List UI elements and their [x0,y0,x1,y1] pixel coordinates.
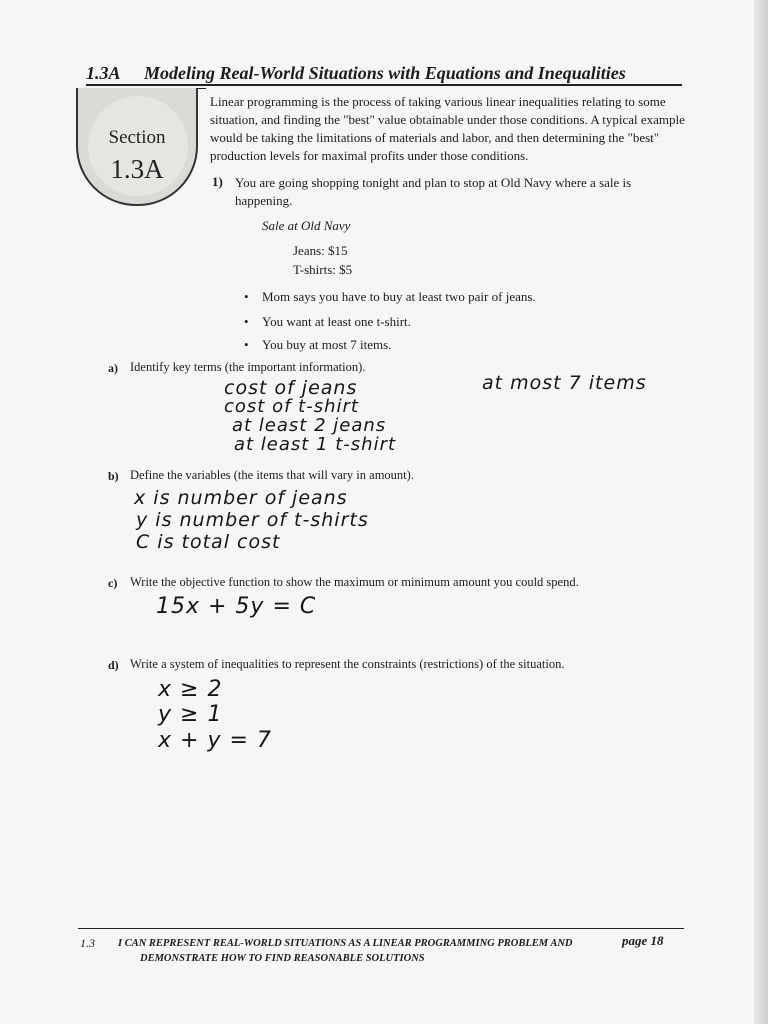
price-tshirts: T-shirts: $5 [293,262,353,277]
handwritten-c: 15x + 5y = C [156,594,317,619]
footer-number: 1.3 [80,936,95,950]
bullet-text-3: You buy at most 7 items. [262,337,392,352]
part-a-text: Identify key terms (the important information). [130,360,366,374]
handwritten-b-1: x is number of jeans [134,487,348,509]
page-number: page 18 [622,933,664,948]
part-a-letter: a) [108,361,118,375]
handwritten-a-3: at least 2 jeans [232,415,387,436]
header-title-text: Modeling Real-World Situations with Equations and Inequalities [144,63,626,83]
part-c-text: Write the objective function to show the maximum or minimum amount you could spend. [130,575,579,589]
bullet-marker: • [244,289,249,304]
part-d-text: Write a system of inequalities to represent the constraints (restrictions) of the situation. [130,657,565,671]
section-badge-number: 1.3A [110,154,164,184]
handwritten-a-4: at least 1 t-shirt [234,434,397,455]
part-d-letter: d) [108,658,119,672]
scan-edge-shadow [754,0,768,1024]
section-badge-label: Section [108,127,166,148]
footer-statement [118,936,578,966]
handwritten-d-3: x + y = 7 [158,728,272,753]
handwritten-b-2: y is number of t-shirts [136,509,369,531]
handwritten-d-2: y ≥ 1 [158,702,223,727]
question-number: 1) [212,174,223,189]
handwritten-d-1: x ≥ 2 [158,677,223,702]
bullet-text-1: Mom says you have to buy at least two pair of jeans. [262,289,536,304]
part-b-letter: b) [108,469,119,483]
handwritten-b-3: C is total cost [136,531,281,553]
header-rule-top [86,84,682,86]
handwritten-a-right: at most 7 items [482,372,647,394]
footer-line-2: DEMONSTRATE HOW TO FIND REASONABLE SOLUTIONS [140,953,425,964]
bullet-marker: • [244,314,249,329]
header-section-number: 1.3A [86,63,121,83]
page-header [86,63,626,84]
footer-line-1: I CAN REPRESENT REAL-WORLD SITUATIONS AS A LINEAR PROGRAMMING PROBLEM AND [118,938,573,949]
part-c-letter: c) [108,576,118,590]
bullet-text-2: You want at least one t-shirt. [262,314,411,329]
sale-title: Sale at Old Navy [262,218,351,233]
handwritten-a-2: cost of t-shirt [224,396,359,417]
bullet-marker: • [244,337,249,352]
intro-paragraph: Linear programming is the process of taking various linear inequalities relating to some situation, and finding the "best" value obtainable under those conditions. A typical example would be taking the limitations of materials and labor, and then determining the "best" production levels for maximal profits under those conditions. [210,94,685,163]
question-text: You are going shopping tonight and plan to stop at Old Navy where a sale is happening. [235,175,632,208]
handwritten-a-1: cost of jeans [224,377,358,399]
footer-rule [78,928,684,929]
price-jeans: Jeans: $15 [293,243,348,258]
part-b-text: Define the variables (the items that will vary in amount). [130,468,414,482]
